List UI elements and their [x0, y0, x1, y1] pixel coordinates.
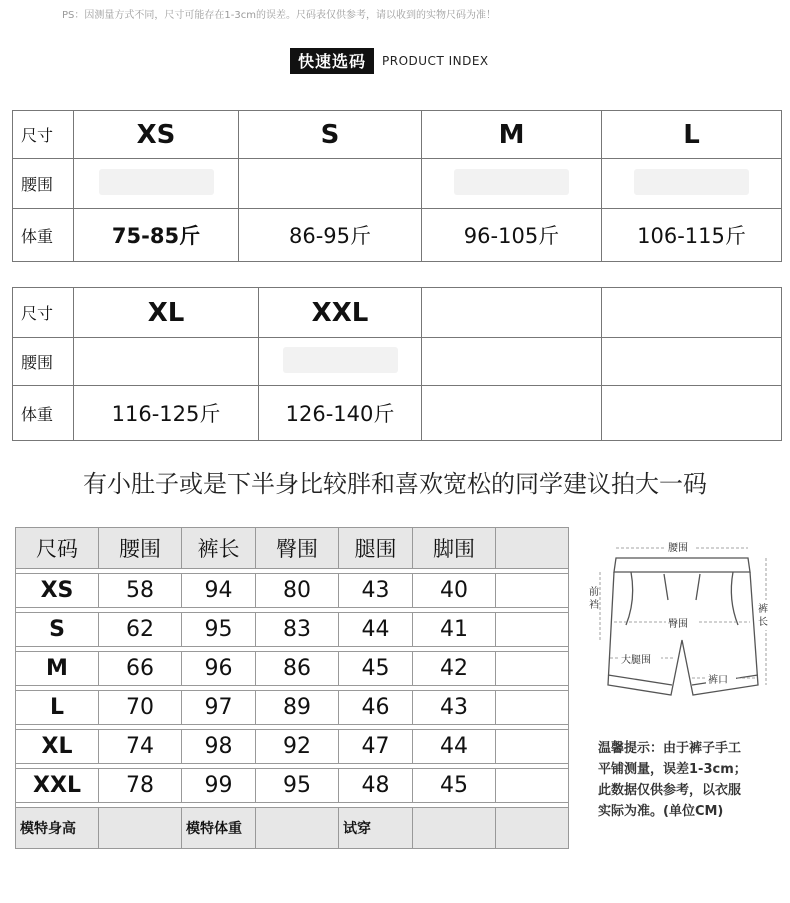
weight-cell: 96-105斤 — [422, 209, 602, 262]
cell-hem: 43 — [413, 691, 496, 725]
weight-cell: 86-95斤 — [239, 209, 422, 262]
row-label-weight: 体重 — [13, 209, 74, 262]
weight-cell: 106-115斤 — [602, 209, 782, 262]
cell-length: 96 — [182, 652, 256, 686]
cell-hip: 86 — [256, 652, 339, 686]
header-empty — [496, 528, 569, 569]
cell-size: XS — [16, 574, 99, 608]
size-cell: L — [602, 111, 782, 159]
cell-hip: 80 — [256, 574, 339, 608]
cell-length: 95 — [182, 613, 256, 647]
table-row — [16, 652, 569, 686]
size-row — [13, 111, 782, 159]
header-size: 尺码 — [16, 528, 99, 569]
empty-cell — [602, 338, 782, 386]
weight-cell: 75-85斤 — [74, 209, 239, 262]
blurred-value — [283, 347, 398, 373]
table-row — [16, 730, 569, 764]
cell-hip: 92 — [256, 730, 339, 764]
cell-empty — [496, 730, 569, 764]
cell-waist: 58 — [99, 574, 182, 608]
empty-cell — [422, 338, 602, 386]
hem-line-left — [608, 675, 672, 685]
size-cell: S — [239, 111, 422, 159]
cell-hem: 41 — [413, 613, 496, 647]
quick-size-table-2 — [12, 287, 782, 441]
tip-line: 此数据仅供参考，以衣服 — [598, 783, 742, 798]
footer-empty — [99, 808, 182, 849]
pocket-right — [731, 572, 738, 625]
table-row — [16, 574, 569, 608]
waist-row — [13, 338, 782, 386]
header-hip: 臀围 — [256, 528, 339, 569]
pocket-left — [626, 572, 633, 625]
label-front-rise-1: 前 — [589, 587, 599, 598]
empty-cell — [422, 288, 602, 338]
row-label-waist: 腰围 — [13, 159, 74, 209]
row-label-weight: 体重 — [13, 386, 74, 441]
table-row — [16, 691, 569, 725]
row-label-size: 尺寸 — [13, 111, 74, 159]
cell-thigh: 46 — [339, 691, 413, 725]
size-cell: XS — [74, 111, 239, 159]
footer-empty — [256, 808, 339, 849]
cell-size: M — [16, 652, 99, 686]
size-cell: XXL — [259, 288, 422, 338]
waist-cell — [602, 159, 782, 209]
row-label-size: 尺寸 — [13, 288, 74, 338]
cell-length: 97 — [182, 691, 256, 725]
weight-cell: 126-140斤 — [259, 386, 422, 441]
cell-size: S — [16, 613, 99, 647]
table-footer-row — [16, 808, 569, 849]
cell-thigh: 43 — [339, 574, 413, 608]
waist-cell — [74, 159, 239, 209]
cell-hip: 89 — [256, 691, 339, 725]
row-label-waist: 腰围 — [13, 338, 74, 386]
cell-empty — [496, 652, 569, 686]
waist-cell — [74, 338, 259, 386]
label-thigh: 大腿围 — [621, 655, 651, 666]
cell-hip: 83 — [256, 613, 339, 647]
quick-size-table-1 — [12, 110, 782, 262]
cell-hem: 40 — [413, 574, 496, 608]
cell-empty — [496, 613, 569, 647]
label-waist: 腰围 — [668, 543, 688, 554]
cell-length: 94 — [182, 574, 256, 608]
cell-hem: 42 — [413, 652, 496, 686]
empty-cell — [602, 386, 782, 441]
cell-length: 99 — [182, 769, 256, 803]
cell-size: L — [16, 691, 99, 725]
label-front-rise-2: 裆 — [589, 600, 599, 611]
cell-waist: 78 — [99, 769, 182, 803]
weight-row — [13, 386, 782, 441]
measurement-note: PS：因测量方式不同，尺寸可能存在1-3cm的误差。尺码表仅供参考，请以收到的实物尺码为准！ — [62, 10, 496, 21]
product-index-header — [290, 48, 489, 74]
shorts-measurement-diagram — [586, 530, 776, 720]
cell-size: XL — [16, 730, 99, 764]
measurement-tip — [598, 738, 783, 822]
header-hem: 脚围 — [413, 528, 496, 569]
footer-empty — [413, 808, 496, 849]
label-length-1: 裤 — [758, 604, 768, 615]
cell-empty — [496, 574, 569, 608]
cell-waist: 66 — [99, 652, 182, 686]
blurred-value — [634, 169, 749, 195]
index-english-label: PRODUCT INDEX — [382, 54, 489, 68]
label-length-2: 长 — [758, 617, 768, 628]
cell-hip: 95 — [256, 769, 339, 803]
size-cell: M — [422, 111, 602, 159]
footer-empty — [496, 808, 569, 849]
cell-thigh: 48 — [339, 769, 413, 803]
tip-line: 实际为准。(单位CM) — [598, 804, 724, 819]
waist-cell — [239, 159, 422, 209]
waist-row — [13, 159, 782, 209]
blurred-value — [454, 169, 569, 195]
waist-cell — [422, 159, 602, 209]
table-header-row — [16, 528, 569, 569]
header-length: 裤长 — [182, 528, 256, 569]
weight-row — [13, 209, 782, 262]
cell-size: XXL — [16, 769, 99, 803]
header-thigh: 腿围 — [339, 528, 413, 569]
table-row — [16, 613, 569, 647]
waistband-shape — [614, 558, 750, 572]
footer-try-on: 试穿 — [339, 808, 413, 849]
label-hip: 臀围 — [668, 619, 688, 630]
index-badge: 快速选码 — [290, 48, 374, 74]
cell-waist: 70 — [99, 691, 182, 725]
cell-length: 98 — [182, 730, 256, 764]
size-row — [13, 288, 782, 338]
measurement-table — [15, 527, 569, 849]
cell-thigh: 44 — [339, 613, 413, 647]
cell-thigh: 47 — [339, 730, 413, 764]
cell-hem: 44 — [413, 730, 496, 764]
cell-empty — [496, 769, 569, 803]
empty-cell — [602, 288, 782, 338]
empty-cell — [422, 386, 602, 441]
waist-cell — [259, 338, 422, 386]
cell-waist: 74 — [99, 730, 182, 764]
cell-thigh: 45 — [339, 652, 413, 686]
size-cell: XL — [74, 288, 259, 338]
footer-model-weight: 模特体重 — [182, 808, 256, 849]
footer-model-height: 模特身高 — [16, 808, 99, 849]
cell-empty — [496, 691, 569, 725]
blurred-value — [99, 169, 214, 195]
tip-line: 平铺测量，误差1-3cm； — [598, 762, 747, 777]
weight-cell: 116-125斤 — [74, 386, 259, 441]
cell-hem: 45 — [413, 769, 496, 803]
header-waist: 腰围 — [99, 528, 182, 569]
tip-line: 温馨提示：由于裤子手工 — [598, 741, 742, 756]
cell-waist: 62 — [99, 613, 182, 647]
table-row — [16, 769, 569, 803]
label-hem: 裤口 — [708, 675, 728, 686]
size-advice: 有小肚子或是下半身比较胖和喜欢宽松的同学建议拍大一码 — [83, 470, 707, 498]
